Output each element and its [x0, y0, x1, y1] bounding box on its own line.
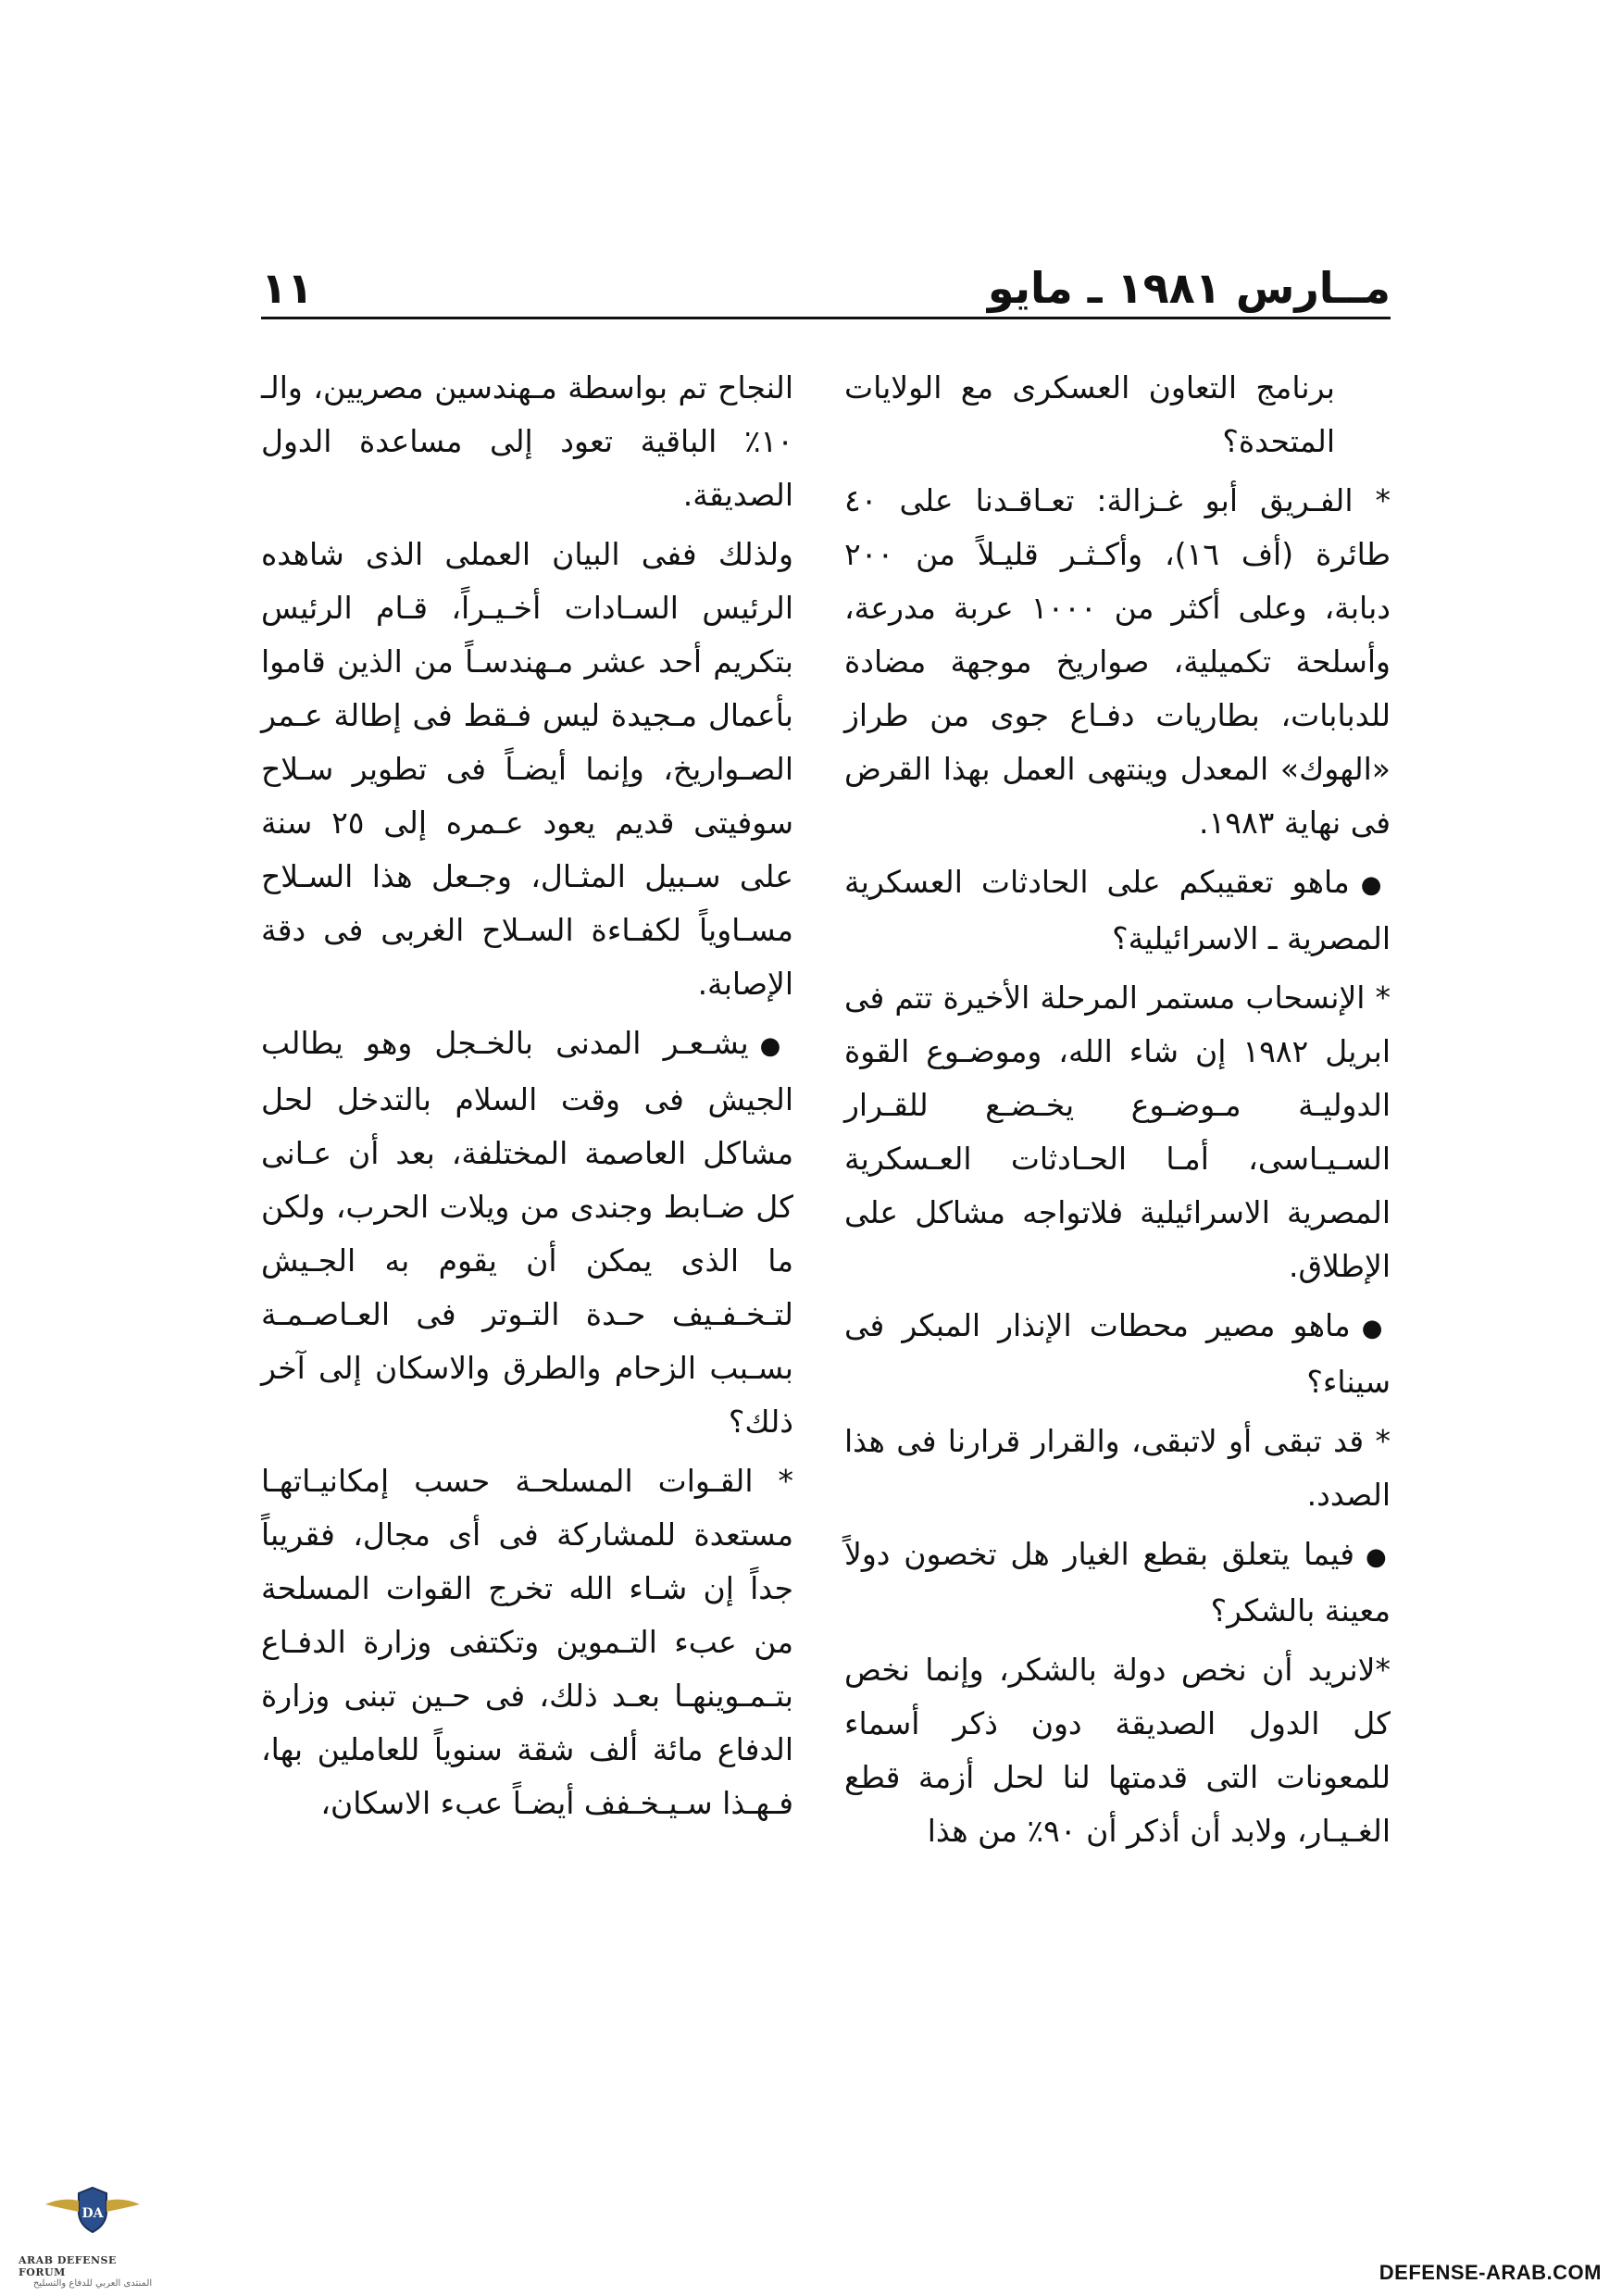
question-text: ماهو تعقيبكم على الحادثات العسكرية المصرية ـ الاسرائيلية؟ [844, 864, 1391, 956]
answer-paragraph: * الإنسحاب مستمر المرحلة الأخيرة تتم فى ابريل ١٩٨٢ إن شاء الله، وموضـوع القوة الدوليـة مـوضـوع يخـضـع للقـرار السـيـاسى، أمـا الحـادثات العـسكرية المصرية الاسرائيلية فلاتواجه مشاكل على الإطلاق. [844, 980, 1391, 1284]
right-column [844, 361, 1391, 1864]
body-paragraph: ولذلك ففى البيان العملى الذى شاهده الرئيس السـادات أخـيـراً، قـام الرئيس بتكريم أحد عشر مـهندسـاً من الذين قاموا بأعمال مـجيدة ليس فـقط فى إطالة عـمر الصـواريخ، وإنما أيضـاً فى تطوير سـلاح سوفيتى قديم يعود عـمره إلى ٢٥ سنة على سـبيل المثـال، وجـعل هذا السـلاح مسـاوياً لكفـاءة السـلاح الغربى فى دقة الإصابة. [261, 536, 793, 1002]
body-paragraph: النجاح تم بواسطة مـهندسين مصريين، والـ ١٠٪ الباقية تعود إلى مساعدة الدول الصديقة. [261, 369, 793, 513]
bullet-icon: ● [1361, 1315, 1391, 1342]
header-rule [261, 317, 1391, 319]
logo-text: ARAB DEFENSE FORUM [19, 2254, 117, 2278]
question-paragraph [844, 1528, 1391, 1638]
page-header [261, 257, 1391, 313]
answer-paragraph: * القـوات المسلحـة حسب إمكانيـاتهـا مستعدة للمشاركة فى أى مجال، فقريباً جداً إن شـاء الله تخرج القوات المسلحة من عبء التـموين وتكتفى وزارة الدفـاع بتـمـوينهـا بعـد ذلك، فى حـين تبنى وزارة الدفاع مائة ألف شقة سنوياً للعاملين بها، فـهـذا سـيـخـفف أيضـاً عبء الاسكان، [261, 1463, 793, 1821]
answer-paragraph: *لانريد أن نخص دولة بالشكر، وإنما نخص كل الدول الصديقة دون ذكر أسماء للمعونات التى قدمتها لنا لحل أزمة قطع الغـيـار، ولابد أن أذكر أن ٩٠٪ من هذا [844, 1652, 1391, 1849]
body-paragraph: برنامج التعاون العسكرى مع الولايات المتحدة؟ [844, 369, 1335, 459]
question-text: فيما يتعلق بقطع الغيار هل تخصون دولاً معينة بالشكر؟ [844, 1536, 1391, 1628]
question-text: ماهو مصير محطات الإنذار المبكر فى سيناء؟ [844, 1307, 1391, 1400]
logo-subtext: المنتدى العربي للدفاع والتسليح [32, 2278, 153, 2289]
bullet-icon: ● [1366, 1543, 1391, 1571]
left-column [261, 361, 793, 1836]
question-paragraph [261, 1017, 793, 1449]
running-title: مــارس ١٩٨١ ـ مايو [987, 263, 1391, 313]
answer-paragraph: * قد تبقى أو لاتبقى، والقرار قرارنا فى هذا الصدد. [844, 1423, 1391, 1513]
bullet-icon: ● [1360, 871, 1391, 899]
forum-logo [19, 2168, 167, 2289]
page-number: ١١ [261, 263, 314, 313]
bullet-icon: ● [759, 1032, 794, 1060]
site-url[interactable]: DEFENSE-ARAB.COM [1379, 2261, 1602, 2284]
question-text: يشـعـر المدنى بالخـجل وهو يطالب الجيش فى وقت السلام بالتدخل لحل مشاكل العاصمة المختلفة، بعد أن عـانى كل ضـابط وجندى من ويلات الحرب، ولكن ما الذى يمكن أن يقوم به الجـيش لتـخـفـيف حـدة التـوتر فى العـاصـمـة بسـبب الزحام والطرق والاسكان إلى آخر ذلك؟ [261, 1025, 793, 1440]
answer-paragraph: * الفـريق أبو غـزالة: تعـاقـدنا على ٤٠ طائرة (أف ١٦)، وأكـثـر قليـلاً من ٢٠٠ دبابة، وعلى أكثر من ١٠٠٠ عربة مدرعة، وأسلحة تكميلية، صواريخ موجهة مضادة للدبابات، بطاريات دفـاع جوى من طراز «الهوك» المعدل وينتهى العمل بهذا القرض فى نهاية ١٩٨٣. [844, 482, 1391, 841]
shield-wings-icon [42, 2180, 143, 2254]
question-paragraph [844, 855, 1391, 966]
logo-mark: DA [81, 2206, 104, 2221]
question-paragraph [844, 1299, 1391, 1409]
